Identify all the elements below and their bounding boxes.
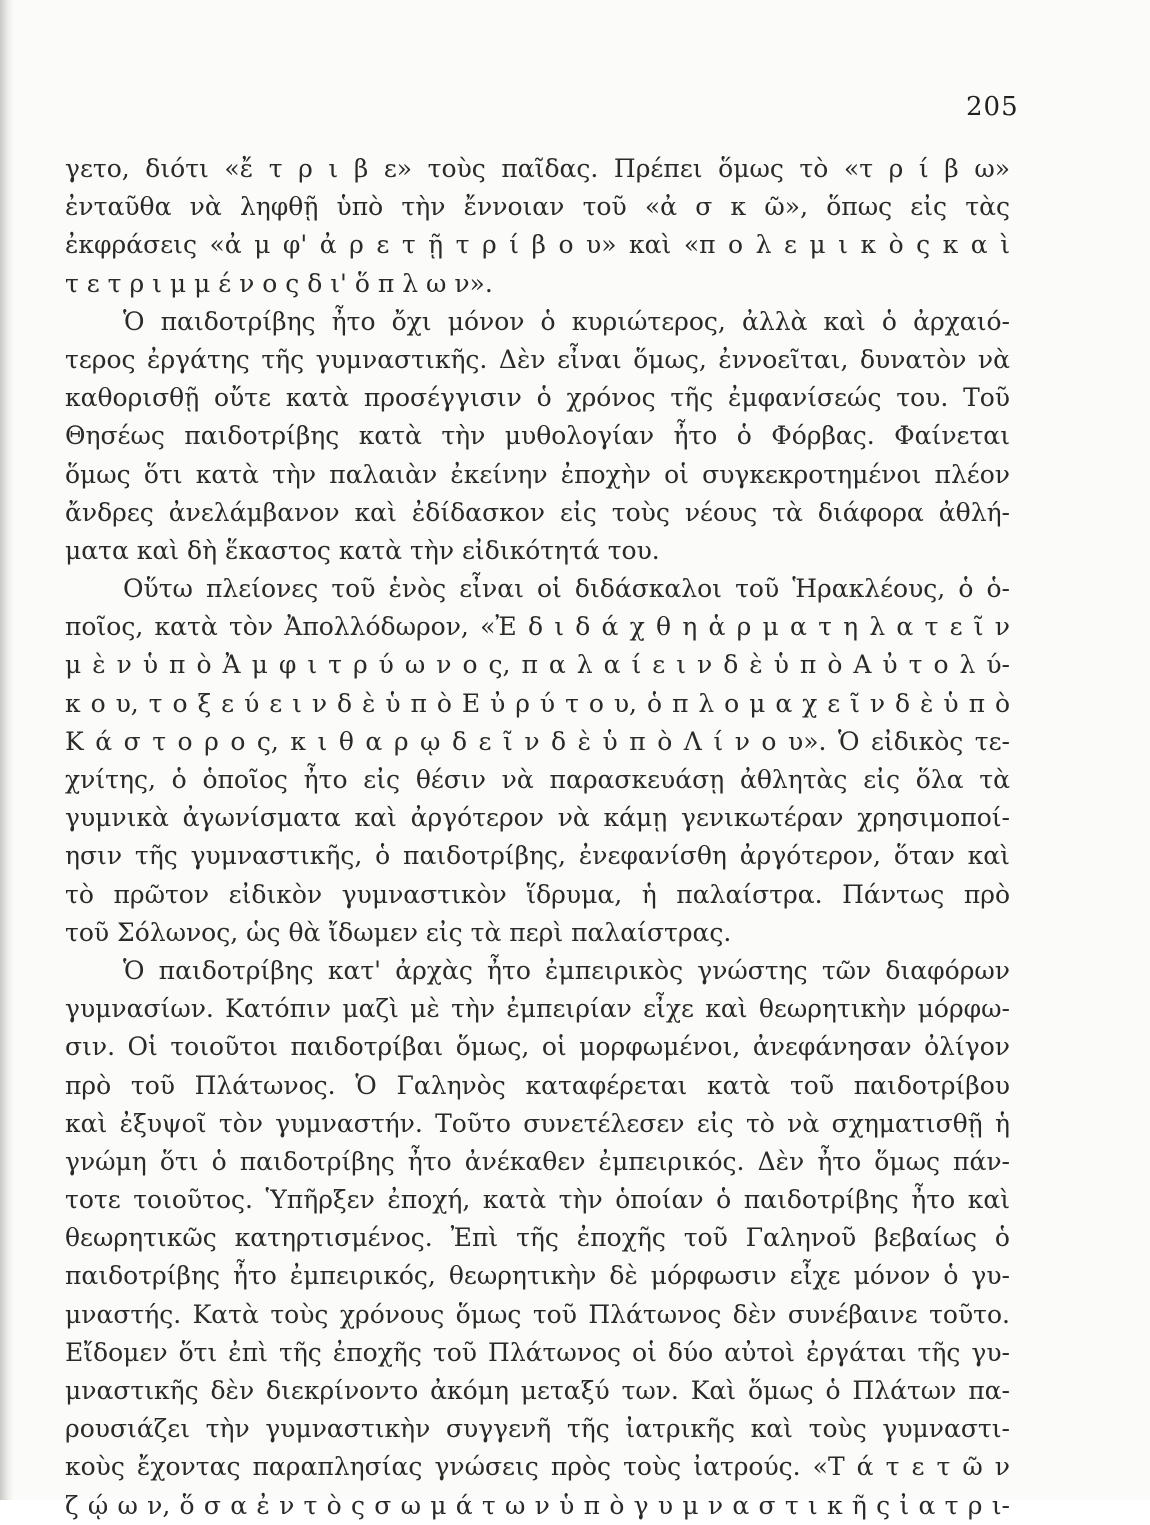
text-line: Οὕτω πλείονες τοῦ ἑνὸς εἶναι οἱ διδάσκαλοι τοῦ Ἡρακλέους, ὁ ὁ-	[123, 574, 1010, 604]
text-line: τ ε τ ρ ι μ μ έ ν ο ς δ ι' ὅ π λ ω ν».	[65, 268, 493, 298]
text-line: μναστικῆς δὲν διεκρίνοντο ἀκόμη μεταξύ των. Καὶ ὅμως ὁ Πλάτων πα-	[65, 1376, 1010, 1405]
text-line: χνίτης, ὁ ὁποῖος ἦτο εἰς θέσιν νὰ παρασκευάσῃ ἀθλητὰς εἰς ὅλα τὰ	[65, 765, 1010, 794]
text-line: κοὺς ἔχοντας παραπλησίας γνώσεις πρὸς τοὺς ἰατρούς. «Τ ά τ ε τ ῶ ν	[65, 1452, 1010, 1482]
text-line: μναστής. Κατὰ τοὺς χρόνους ὅμως τοῦ Πλάτωνος δὲν συνέβαινε τοῦτο.	[65, 1299, 1010, 1329]
text-line: ησιν τῆς γυμναστικῆς, ὁ παιδοτρίβης, ἐνεφανίσθη ἀργότερον, ὅταν καὶ	[65, 841, 1010, 871]
text-line: γυμνικὰ ἀγωνίσματα καὶ ἀργότερον νὰ κάμῃ γενικωτέραν χρησιμοποί-	[65, 803, 1010, 833]
text-line: σιν. Οἱ τοιοῦτοι παιδοτρίβαι ὅμως, οἱ μορφωμένοι, ἀνεφάνησαν ὀλίγον	[65, 1032, 1010, 1062]
text-line: τερος ἐργάτης τῆς γυμναστικῆς. Δὲν εἶναι ὅμως, ἐννοεῖται, δυνατὸν νὰ	[65, 344, 1010, 374]
text-line: Ὁ παιδοτρίβης ἦτο ὄχι μόνον ὁ κυριώτερος, ἀλλὰ καὶ ὁ ἀρχαιό-	[123, 306, 1010, 336]
text-line: ματα καὶ δὴ ἕκαστος κατὰ τὴν εἰδικότητά του.	[65, 535, 660, 565]
page-number: 205	[966, 92, 1019, 122]
text-line: τοῦ Σόλωνος, ὡς θὰ ἴδωμεν εἰς τὰ περὶ παλαίστρας.	[65, 917, 732, 947]
text-line: ζ ῴ ω ν, ὅ σ α ἐ ν τ ὸ ς σ ω μ ά τ ω ν ὑ π ὸ γ υ μ ν α σ τ ι κ ῆ ς ἰ α τ ρ ι-	[65, 1490, 1010, 1520]
text-line: γυμνασίων. Κατόπιν μαζὶ μὲ τὴν ἐμπειρίαν εἶχε καὶ θεωρητικὴν μόρφω-	[65, 994, 1010, 1024]
text-line: ὅμως ὅτι κατὰ τὴν παλαιὰν ἐκείνην ἐποχὴν οἱ συγκεκροτημένοι πλέον	[65, 459, 1010, 489]
text-line: καὶ ἐξυψοῖ τὸν γυμναστήν. Τοῦτο συνετέλεσεν εἰς τὸ νὰ σχηματισθῇ ἡ	[65, 1108, 1010, 1138]
text-line: ἄνδρες ἀνελάμβανον καὶ ἐδίδασκον εἰς τοὺς νέους τὰ διάφορα ἀθλή-	[65, 497, 1010, 527]
text-line: γετο, διότι «ἔ τ ρ ι β ε» τοὺς παῖδας. Πρέπει ὅμως τὸ «τ ρ ί β ω»	[65, 154, 1010, 183]
text-line: θεωρητικῶς κατηρτισμένος. Ἐπὶ τῆς ἐποχῆς τοῦ Γαληνοῦ βεβαίως ὁ	[65, 1223, 1010, 1253]
text-line: ρουσιάζει τὴν γυμναστικὴν συγγενῆ τῆς ἰατρικῆς καὶ τοὺς γυμναστι-	[65, 1414, 1010, 1444]
text-line: παιδοτρίβης ἦτο ἐμπειρικός, θεωρητικὴν δὲ μόρφωσιν εἶχε μόνον ὁ γυ-	[65, 1261, 1010, 1291]
text-line: Εἴδομεν ὅτι ἐπὶ τῆς ἐποχῆς τοῦ Πλάτωνος οἱ δύο αὐτοὶ ἐργάται τῆς γυ-	[65, 1337, 1010, 1367]
body-text	[65, 150, 1010, 1525]
text-line: κ ο υ, τ ο ξ ε ύ ε ι ν δ ὲ ὑ π ὸ Ε ὐ ρ ύ τ ο υ, ὁ π λ ο μ α χ ε ῖ ν δ ὲ ὑ π ὸ	[65, 688, 1010, 718]
text-line: τὸ πρῶτον εἰδικὸν γυμναστικὸν ἵδρυμα, ἡ παλαίστρα. Πάντως πρὸ	[65, 879, 1010, 909]
text-line: Θησέως παιδοτρίβης κατὰ τὴν μυθολογίαν ἦτο ὁ Φόρβας. Φαίνεται	[65, 421, 1010, 451]
text-line: ποῖος, κατὰ τὸν Ἀπολλόδωρον, «Ἐ δ ι δ ά χ θ η ἁ ρ μ α τ η λ α τ ε ῖ ν	[65, 612, 1010, 642]
text-line: τοτε τοιοῦτος. Ὑπῆρξεν ἐποχή, κατὰ τὴν ὁποίαν ὁ παιδοτρίβης ἦτο καὶ	[65, 1185, 1010, 1215]
text-line: Ὁ παιδοτρίβης κατ' ἀρχὰς ἦτο ἐμπειρικὸς γνώστης τῶν διαφόρων	[123, 955, 1010, 985]
text-line: ἐνταῦθα νὰ ληφθῇ ὑπὸ τὴν ἔννοιαν τοῦ «ἀ σ κ ῶ», ὅπως εἰς τὰς	[65, 192, 1010, 222]
text-line: μ ὲ ν ὑ π ὸ Ἀ μ φ ι τ ρ ύ ω ν ο ς, π α λ α ί ε ι ν δ ὲ ὑ π ὸ Α ὐ τ ο λ ύ-	[65, 650, 1010, 680]
text-line: καθορισθῇ οὔτε κατὰ προσέγγισιν ὁ χρόνος τῆς ἐμφανίσεώς του. Τοῦ	[65, 383, 1010, 413]
text-line: πρὸ τοῦ Πλάτωνος. Ὁ Γαληνὸς καταφέρεται κατὰ τοῦ παιδοτρίβου	[65, 1070, 1010, 1100]
text-line: ἐκφράσεις «ἀ μ φ' ἀ ρ ε τ ῇ τ ρ ί β ο υ» καὶ «π ο λ ε μ ι κ ὸ ς κ α ὶ	[65, 230, 1010, 260]
text-line: Κ ά σ τ ο ρ ο ς, κ ι θ α ρ ῳ δ ε ῖ ν δ ὲ ὑ π ὸ Λ ί ν ο υ». Ὁ εἰδικὸς τε-	[65, 726, 1010, 756]
scan-edge-shadow	[0, 0, 14, 1500]
text-line: γνώμη ὅτι ὁ παιδοτρίβης ἦτο ἀνέκαθεν ἐμπειρικός. Δὲν ἦτο ὅμως πάν-	[65, 1146, 1010, 1176]
